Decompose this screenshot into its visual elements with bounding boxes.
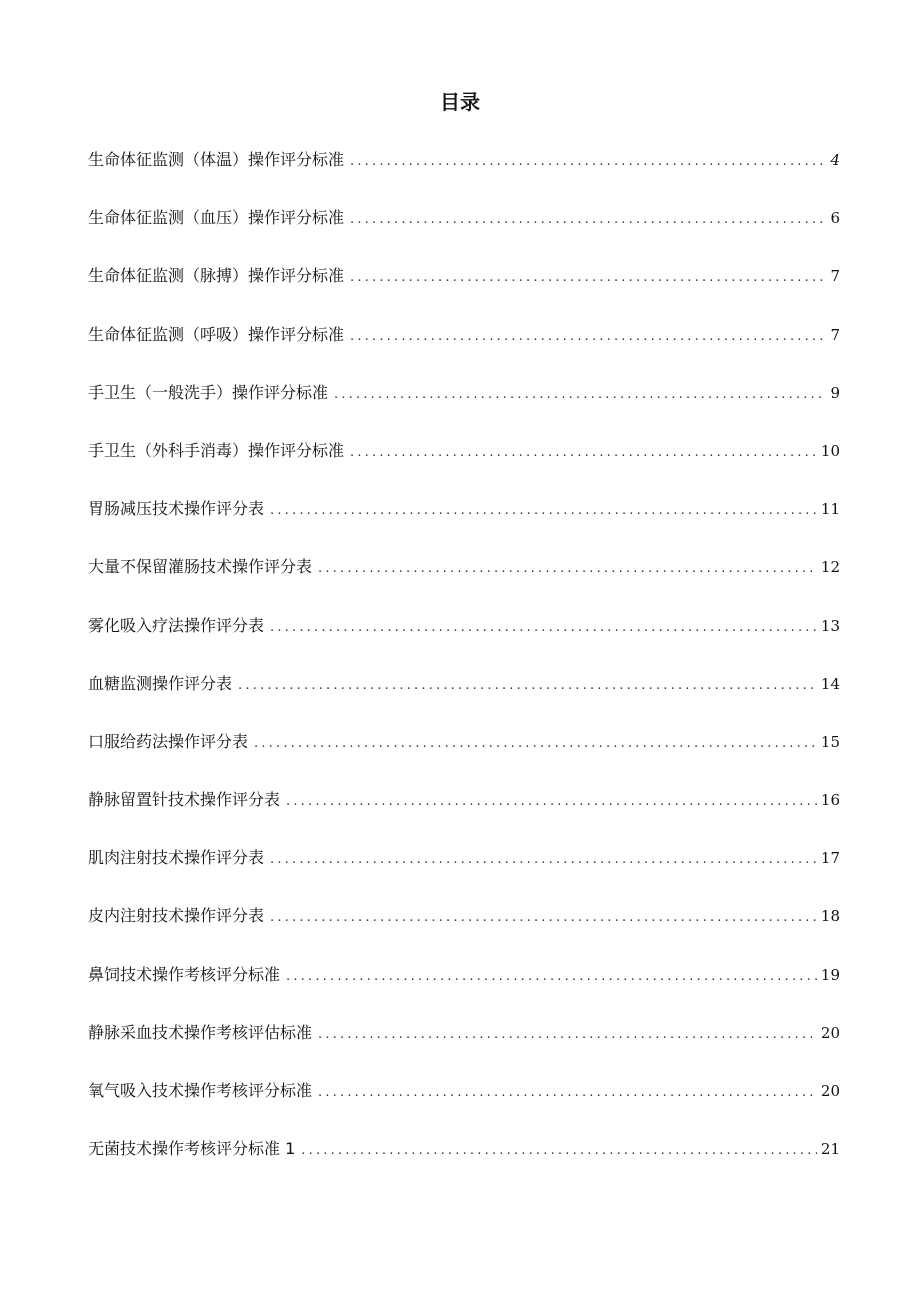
toc-entry[interactable] (88, 844, 840, 902)
toc-entry-page: 7 (830, 325, 840, 344)
toc-dot-leader (270, 904, 817, 932)
toc-dot-leader (270, 497, 817, 525)
toc-entry-title: 血糖监测操作评分表 (88, 673, 233, 693)
toc-dot-leader (334, 381, 826, 409)
toc-dot-leader (350, 264, 826, 292)
toc-entry[interactable] (88, 1077, 840, 1135)
toc-entry-page: 21 (820, 1140, 840, 1159)
toc-entry[interactable] (88, 262, 840, 320)
toc-entry[interactable] (88, 612, 840, 670)
toc-entry[interactable] (88, 961, 840, 1019)
toc-dot-leader (318, 1079, 817, 1107)
toc-entry-page: 17 (820, 849, 840, 868)
toc-dot-leader (238, 672, 817, 700)
toc-list (88, 146, 840, 1193)
toc-entry[interactable] (88, 553, 840, 611)
toc-entry-title: 氧气吸入技术操作考核评分标准 (88, 1081, 313, 1100)
toc-dot-leader (350, 323, 826, 351)
toc-entry-page: 4 (830, 151, 840, 169)
toc-entry-page: 20 (820, 1023, 840, 1042)
toc-entry[interactable] (88, 670, 840, 728)
toc-entry-title: 皮内注射技术操作评分表 (88, 906, 265, 926)
toc-entry-title: 鼻饲技术操作考核评分标准 (88, 964, 281, 984)
toc-entry-page: 15 (820, 732, 840, 751)
toc-entry-title: 生命体征监测（体温）操作评分标准 (88, 150, 345, 169)
toc-entry-page: 18 (820, 907, 840, 926)
toc-entry-page: 9 (830, 383, 840, 402)
toc-entry-title: 静脉留置针技术操作评分表 (88, 790, 281, 810)
toc-entry-title: 手卫生（一般洗手）操作评分标准 (88, 382, 329, 402)
toc-entry-page: 14 (820, 674, 840, 693)
toc-entry-title: 生命体征监测（血压）操作评分标准 (88, 208, 345, 228)
toc-entry-page: 13 (820, 616, 840, 635)
toc-entry-title: 肌肉注射技术操作评分表 (88, 848, 265, 868)
toc-dot-leader (318, 555, 817, 583)
toc-entry[interactable] (88, 321, 840, 379)
toc-entry-page: 19 (820, 965, 840, 984)
toc-entry-page: 11 (820, 500, 840, 519)
toc-entry[interactable] (88, 1019, 840, 1077)
toc-entry-title: 生命体征监测（脉搏）操作评分标准 (88, 266, 345, 286)
toc-dot-leader (301, 1137, 817, 1165)
toc-entry[interactable] (88, 728, 840, 786)
toc-entry-page: 6 (830, 209, 840, 228)
toc-dot-leader (350, 148, 826, 176)
toc-entry[interactable] (88, 786, 840, 844)
toc-entry-title: 生命体征监测（呼吸）操作评分标准 (88, 324, 345, 344)
toc-entry[interactable] (88, 495, 840, 553)
toc-entry[interactable] (88, 902, 840, 960)
toc-entry-title: 静脉采血技术操作考核评估标准 (88, 1022, 313, 1042)
toc-entry-page: 7 (830, 267, 840, 286)
toc-entry-title: 胃肠减压技术操作评分表 (88, 499, 265, 519)
toc-entry-page: 16 (820, 791, 840, 810)
toc-dot-leader (286, 963, 817, 991)
toc-entry-title: 口服给药法操作评分表 (88, 731, 249, 751)
toc-entry[interactable] (88, 1135, 840, 1193)
toc-entry[interactable] (88, 146, 840, 204)
toc-dot-leader (350, 206, 826, 234)
toc-entry[interactable] (88, 204, 840, 262)
toc-entry-title: 雾化吸入疗法操作评分表 (88, 615, 265, 635)
toc-entry-title: 大量不保留灌肠技术操作评分表 (88, 557, 313, 577)
toc-entry[interactable] (88, 437, 840, 495)
toc-entry-title: 手卫生（外科手消毒）操作评分标准 (88, 440, 345, 460)
toc-entry-page: 12 (820, 558, 840, 577)
toc-dot-leader (318, 1021, 817, 1049)
toc-dot-leader (270, 614, 817, 642)
toc-entry-title: 无菌技术操作考核评分标准 1 (88, 1139, 296, 1159)
toc-dot-leader (350, 439, 817, 467)
toc-entry-page: 20 (820, 1082, 840, 1100)
toc-title: 目录 (440, 90, 480, 114)
toc-entry-page: 10 (820, 441, 840, 460)
toc-dot-leader (270, 846, 817, 874)
toc-entry[interactable] (88, 379, 840, 437)
toc-dot-leader (254, 730, 817, 758)
toc-dot-leader (286, 788, 817, 816)
